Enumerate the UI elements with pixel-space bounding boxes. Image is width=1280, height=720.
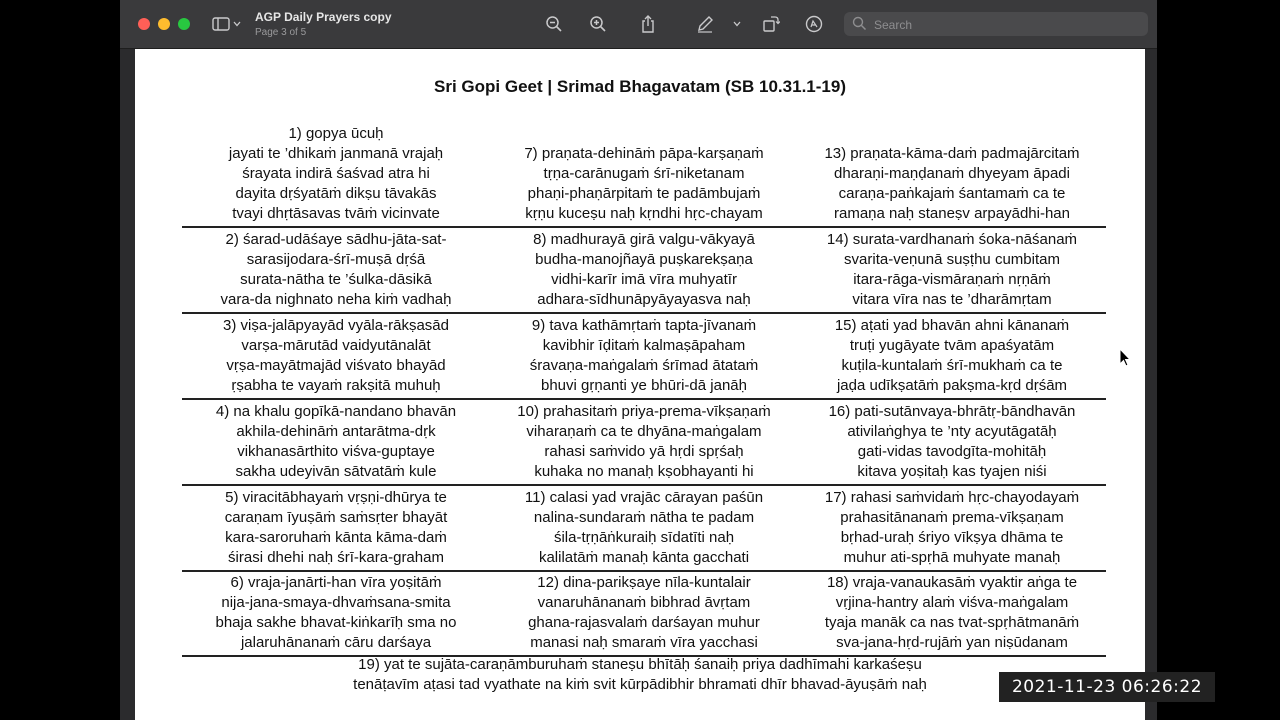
- verse-cell: [490, 228, 798, 312]
- verse-line: phaṇi-phaṇārpitaṁ te padāmbujaṁ: [527, 185, 761, 202]
- verse-line: 19) yat te sujāta-caraṇāmburuhaṁ staneṣu bhītāḥ śanaiḥ priya dadhīmahi karkaśeṣu: [358, 656, 922, 673]
- verse-cell: [798, 486, 1106, 570]
- verse-row: [182, 127, 1106, 228]
- verse-line: 15) aṭati yad bhavān ahni kānanaṁ: [834, 317, 1070, 334]
- verse-line: kitava yoṣitaḥ kas tyajen niśi: [857, 463, 1047, 480]
- verse-line: dayita dṛśyatāṁ dikṣu tāvakās: [235, 185, 437, 202]
- verse-line: vanaruhānanaṁ bibhrad āvṛtam: [537, 594, 751, 611]
- verse-line: bṛhad-uraḥ śriyo vīkṣya dhāma te: [840, 529, 1064, 546]
- verse-line: 1) gopya ūcuḥ: [288, 125, 384, 142]
- verse-line: ghana-rajasvalaṁ darśayan muhur: [528, 614, 760, 631]
- verse-line: budha-manojñayā puṣkarekṣaṇa: [535, 251, 753, 268]
- verse-line: 8) madhurayā girā valgu-vākyayā: [533, 231, 755, 248]
- search-icon: [852, 16, 867, 36]
- verse-row: [182, 228, 1106, 314]
- verse-line: rahasi saṁvido yā hṛdi spṛśaḥ: [544, 443, 744, 460]
- verse-line: 13) praṇata-kāma-daṁ padmajārcitaṁ: [824, 145, 1080, 162]
- verse-cell: [182, 486, 490, 570]
- verse-cell: [182, 572, 490, 655]
- verse-line: itara-rāga-vismāraṇaṁ nṛṇāṁ: [853, 271, 1051, 288]
- verse-line: svarita-veṇunā suṣṭhu cumbitam: [844, 251, 1060, 268]
- verse-cell: [490, 400, 798, 484]
- verse-cell: [182, 400, 490, 484]
- verse-cell: [798, 228, 1106, 312]
- verse-line: 9) tava kathāmṛtaṁ tapta-jīvanaṁ: [531, 317, 757, 334]
- verse-line: 10) prahasitaṁ priya-prema-vīkṣaṇaṁ: [517, 403, 771, 420]
- verse-line: 12) dina-parikṣaye nīla-kuntalair: [537, 574, 751, 591]
- markup-circle-icon[interactable]: [803, 12, 825, 36]
- verse-line: kara-saroruhaṁ kānta kāma-daṁ: [225, 529, 447, 546]
- verse-line: vidhi-karīr imā vīra muhyatīr: [551, 271, 737, 288]
- verse-line: dharaṇi-maṇḍanaṁ dhyeyam āpadi: [834, 165, 1070, 182]
- verse-line: vṛṣa-mayātmajād viśvato bhayād: [226, 357, 446, 374]
- page-indicator: Page 3 of 5: [255, 27, 307, 38]
- verse-line: caraṇam īyuṣāṁ saṁsṛter bhayāt: [224, 509, 448, 526]
- verse-line: tyaja manāk ca nas tvat-spṛhātmanāṁ: [824, 614, 1080, 631]
- verse-line: 16) pati-sutānvaya-bhrātṛ-bāndhavān: [828, 403, 1076, 420]
- verse-line: śravaṇa-maṅgalaṁ śrīmad ātataṁ: [529, 357, 759, 374]
- verse-line: 14) surata-vardhanaṁ śoka-nāśanaṁ: [826, 231, 1078, 248]
- document-title: AGP Daily Prayers copy: [255, 10, 392, 24]
- verse-line: sarasijodara-śrī-muṣā dṛśā: [246, 251, 426, 268]
- verse-line: caraṇa-paṅkajaṁ śantamaṁ ca te: [838, 185, 1066, 202]
- verse-line: tvayi dhṛtāsavas tvāṁ vicinvate: [232, 205, 440, 222]
- verse-line: sva-jana-hṛd-rujāṁ yan niṣūdanam: [836, 634, 1068, 651]
- verse-line: manasi naḥ smaraṁ vīra yacchasi: [530, 634, 758, 651]
- verse-row: [182, 572, 1106, 657]
- verse-19: [135, 655, 1145, 695]
- scrollbar[interactable]: [1145, 49, 1157, 720]
- verse-cell: [182, 127, 490, 226]
- verse-line: muhur ati-spṛhā muhyate manaḥ: [843, 549, 1061, 566]
- verse-cell: [798, 400, 1106, 484]
- verse-line: akhila-dehināṁ antarātma-dṛk: [236, 423, 436, 440]
- verse-table: [182, 127, 1106, 657]
- verse-line: gati-vidas tavodgīta-mohitāḥ: [857, 443, 1047, 460]
- verse-line: ativilaṅghya te ’nty acyutāgatāḥ: [847, 423, 1057, 440]
- minimize-button[interactable]: [158, 18, 170, 30]
- page-heading: Sri Gopi Geet | Srimad Bhagavatam (SB 10.31.1-19): [434, 77, 846, 96]
- verse-line: ṛṣabha te vayaṁ rakṣitā muhuḥ: [231, 377, 441, 394]
- search-input[interactable]: [872, 15, 1136, 35]
- verse-cell: [798, 314, 1106, 398]
- verse-line: 4) na khalu gopīkā-nandano bhavān: [215, 403, 457, 420]
- verse-line: 6) vraja-janārti-han vīra yoṣitāṁ: [230, 574, 442, 591]
- sidebar-icon[interactable]: [211, 12, 231, 36]
- verse-line: 7) praṇata-dehināṁ pāpa-karṣaṇaṁ: [524, 145, 764, 162]
- verse-line: kalilatāṁ manaḥ kānta gacchati: [538, 549, 750, 566]
- verse-line: surata-nātha te ’śulka-dāsikā: [240, 271, 432, 288]
- verse-line: jayati te ’dhikaṁ janmanā vrajaḥ: [228, 145, 444, 162]
- verse-row: [182, 400, 1106, 486]
- chevron-down-icon[interactable]: [232, 12, 242, 36]
- verse-cell: [490, 486, 798, 570]
- verse-line: nalina-sundaraṁ nātha te padam: [533, 509, 755, 526]
- preview-window: [120, 0, 1157, 720]
- rotate-icon[interactable]: [761, 12, 781, 36]
- verse-cell: [182, 228, 490, 312]
- verse-line: viharaṇaṁ ca te dhyāna-maṅgalam: [526, 423, 762, 440]
- markup-pen-icon[interactable]: [694, 12, 716, 36]
- verse-line: jaḍa udīkṣatāṁ pakṣma-kṛd dṛśām: [836, 377, 1068, 394]
- verse-line: nija-jana-smaya-dhvaṁsana-smita: [221, 594, 451, 611]
- verse-line: varṣa-mārutād vaidyutānalāt: [241, 337, 431, 354]
- title-bar: [120, 0, 1157, 49]
- close-button[interactable]: [138, 18, 150, 30]
- verse-line: jalaruhānanaṁ cāru darśaya: [240, 634, 432, 651]
- verse-line: kavibhir īḍitaṁ kalmaṣāpaham: [542, 337, 746, 354]
- verse-line: 3) viṣa-jalāpyayād vyāla-rākṣasād: [223, 317, 449, 334]
- verse-line: truṭi yugāyate tvām apaśyatām: [849, 337, 1055, 354]
- verse-line: vikhanasārthito viśva-guptaye: [237, 443, 435, 460]
- mouse-cursor-icon: [1119, 348, 1131, 373]
- verse-line: vara-da nighnato neha kiṁ vadhaḥ: [220, 291, 452, 308]
- share-icon[interactable]: [638, 12, 658, 36]
- verse-line: vṛjina-hantry alaṁ viśva-maṅgalam: [835, 594, 1069, 611]
- verse-line: bhuvi gṛṇanti ye bhūri-dā janāḥ: [541, 377, 747, 394]
- verse-line: kuhaka no manaḥ kṣobhayanti hi: [534, 463, 754, 480]
- verse-line: tṛṇa-carānugaṁ śrī-niketanam: [543, 165, 745, 182]
- verse-cell: [798, 572, 1106, 655]
- verse-cell: [798, 127, 1106, 226]
- verse-line: vitara vīra nas te ’dharāmṛtam: [852, 291, 1052, 308]
- verse-line: tenāṭavīm aṭasi tad vyathate na kiṁ svit kūrpādibhir bhramati dhīr bhavad-āyuṣāṁ naḥ: [353, 676, 927, 693]
- verse-line: 18) vraja-vanaukasāṁ vyaktir aṅga te: [826, 574, 1078, 591]
- verse-line: 17) rahasi saṁvidaṁ hṛc-chayodayaṁ: [824, 489, 1080, 506]
- pdf-page: [135, 49, 1145, 720]
- verse-cell: [182, 314, 490, 398]
- search-field[interactable]: [844, 12, 1148, 36]
- verse-line: sakha udeyivān sātvatāṁ kule: [235, 463, 437, 480]
- verse-line: bhaja sakhe bhavat-kiṅkarīḥ sma no: [215, 614, 457, 631]
- verse-line: 5) viracitābhayaṁ vṛṣṇi-dhūrya te: [225, 489, 447, 506]
- verse-cell: [490, 572, 798, 655]
- verse-row: [182, 486, 1106, 572]
- verse-line: prahasitānanaṁ prema-vīkṣaṇam: [840, 509, 1064, 526]
- verse-line: śirasi dhehi naḥ śrī-kara-graham: [228, 549, 444, 566]
- verse-line: ramaṇa naḥ staneṣv arpayādhi-han: [834, 205, 1070, 222]
- chevron-down-icon[interactable]: [732, 12, 742, 36]
- verse-line: śila-tṛṇāṅkuraiḥ sīdatīti naḥ: [553, 529, 735, 546]
- timestamp-overlay: 2021-11-23 06:26:22: [999, 672, 1215, 702]
- verse-line: adhara-sīdhunāpyāyayasva naḥ: [537, 291, 751, 308]
- verse-line: 11) calasi yad vrajāc cārayan paśūn: [524, 489, 764, 506]
- zoom-in-icon[interactable]: [587, 12, 609, 36]
- verse-row: [182, 314, 1106, 400]
- verse-cell: [490, 127, 798, 226]
- verse-line: kuṭila-kuntalaṁ śrī-mukhaṁ ca te: [841, 357, 1063, 374]
- zoom-out-icon[interactable]: [543, 12, 565, 36]
- verse-line: 2) śarad-udāśaye sādhu-jāta-sat-: [225, 231, 447, 248]
- verse-cell: [490, 314, 798, 398]
- verse-line: śrayata indirā śaśvad atra hi: [242, 165, 430, 182]
- zoom-button[interactable]: [178, 18, 190, 30]
- verse-line: kṛṇu kuceṣu naḥ kṛndhi hṛc-chayam: [525, 205, 763, 222]
